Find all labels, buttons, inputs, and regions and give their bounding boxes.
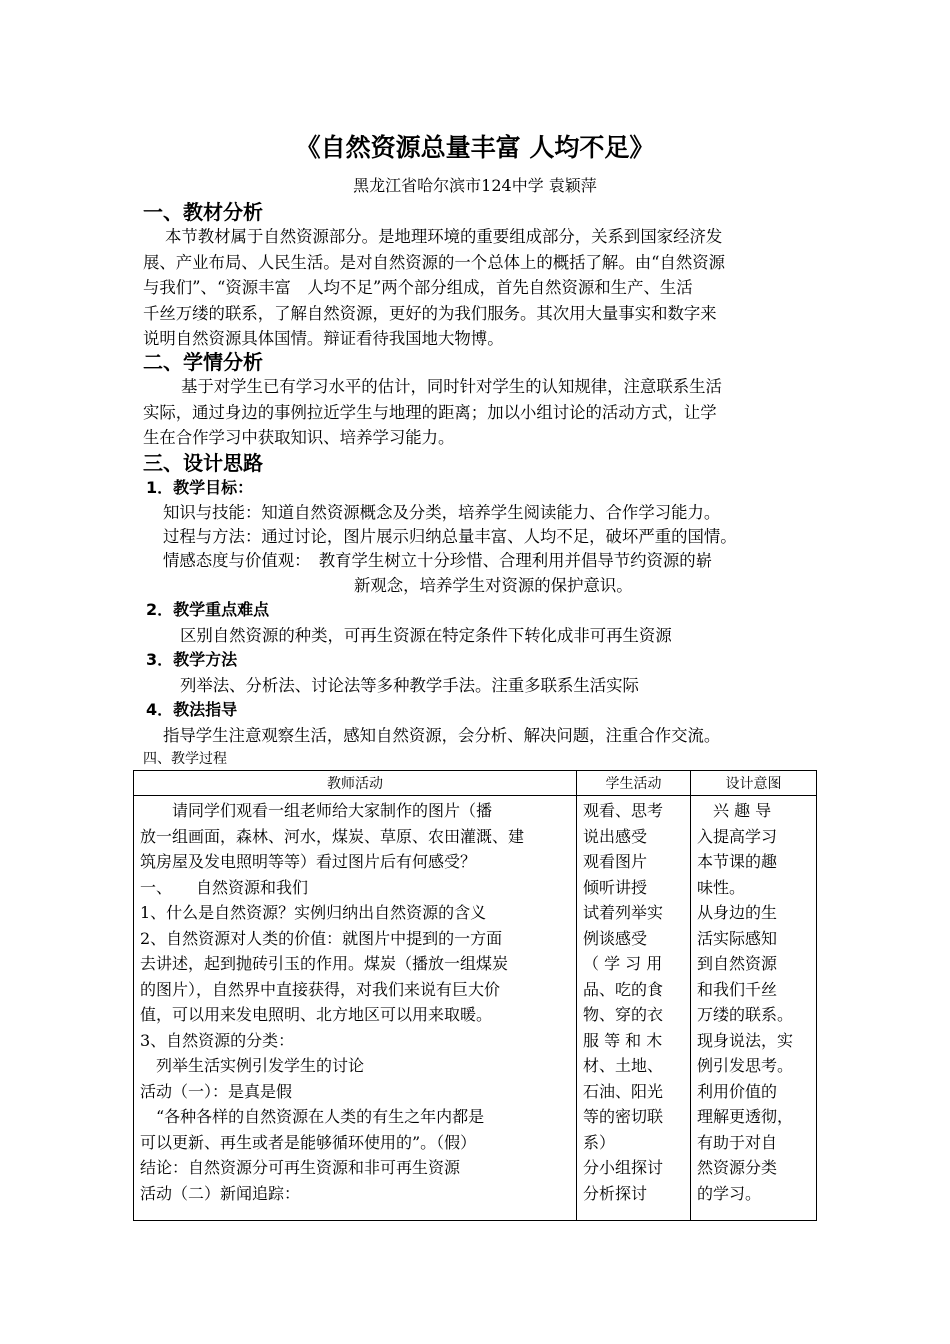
cell-line: 服 等 和 木 [583, 1030, 663, 1050]
cell-line: 例谈感受 [583, 928, 648, 948]
cell-line: 有助于对自 [697, 1132, 778, 1152]
para-line: 千丝万缕的联系，了解自然资源，更好的为我们服务。其次用大量事实和数字来 [143, 303, 717, 323]
section-heading-design-ideas: 三、设计思路 [143, 451, 263, 475]
cell-line: 倾听讲授 [583, 877, 648, 897]
goal-knowledge: 知识与技能：知道自然资源概念及分类，培养学生阅读能力、合作学习能力。 [163, 503, 721, 522]
cell-line: 材、土地、 [583, 1056, 664, 1075]
subheading-teaching-methods: 3．教学方法 [146, 650, 238, 669]
author-line: 黑龙江省哈尔滨市124中学 袁颖萍 [353, 176, 597, 195]
section1-paragraph [143, 224, 810, 352]
cell-line: 品、吃的食 [583, 979, 664, 999]
teaching-methods-text: 列举法、分析法、讨论法等多种教学手法。注重多联系生活实际 [180, 676, 639, 695]
cell-line: 味性。 [697, 877, 746, 897]
section2-paragraph [143, 374, 810, 451]
section-heading-teaching-process: 四、教学过程 [143, 751, 227, 767]
cell-line: 2、自然资源对人类的价值：就图片中提到的一方面 [140, 928, 503, 948]
header-teacher-activity: 教师活动 [134, 771, 577, 796]
cell-line: 请同学们观看一组老师给大家制作的图片（播 [140, 801, 493, 820]
subheading-method-guidance: 4．教法指导 [146, 700, 238, 719]
cell-line: 说出感受 [583, 826, 648, 846]
cell-line: 石油、阳光 [583, 1081, 664, 1101]
cell-line: 从身边的生 [697, 903, 778, 922]
para-line: 展、产业布局、人民生活。是对自然资源的一个总体上的概括了解。由“自然资源 [143, 252, 726, 272]
cell-line: 然资源分类 [697, 1158, 778, 1177]
design-intent-cell [691, 796, 817, 1221]
cell-line: 筑房屋及发电照明等等）看过图片后有何感受？ [140, 852, 477, 871]
header-design-intent: 设计意图 [691, 771, 817, 796]
cell-line: 观看、思考 [583, 801, 664, 820]
section-heading-learner-analysis: 二、学情分析 [143, 350, 263, 374]
teacher-activity-cell [134, 796, 577, 1221]
para-line: 本节教材属于自然资源部分。是地理环境的重要组成部分，关系到国家经济发 [165, 227, 723, 246]
subheading-teaching-goals: 1．教学目标： [146, 478, 254, 497]
para-line: 生在合作学习中获取知识、培养学习能力。 [143, 428, 455, 447]
cell-line: 本节课的趣 [697, 852, 778, 871]
cell-line: 可以更新、再生或者是能够循环使用的”。（假） [140, 1132, 477, 1152]
cell-line: 值，可以用来发电照明、北方地区可以用来取暖。 [140, 1005, 493, 1024]
cell-line: 现身说法，实 [697, 1030, 794, 1050]
cell-line: 一、 自然资源和我们 [140, 877, 309, 897]
goal-emotion-cont: 新观念，培养学生对资源的保护意识。 [354, 576, 633, 595]
cell-line: 活动（一）：是真是假 [140, 1081, 293, 1101]
cell-line: 3、自然资源的分类： [140, 1030, 295, 1050]
cell-line: 的图片），自然界中直接获得，对我们来说有巨大价 [140, 979, 501, 999]
subheading-key-points: 2．教学重点难点 [146, 600, 270, 619]
cell-line: 利用价值的 [697, 1081, 778, 1101]
document-title: 《自然资源总量丰富 人均不足》 [295, 133, 655, 162]
cell-line: 和我们千丝 [697, 979, 778, 999]
cell-line: 放一组画面，森林、河水，煤炭、草原、农田灌溉、建 [140, 826, 525, 846]
cell-line: 入提高学习 [697, 826, 778, 846]
cell-line: 理解更透彻， [697, 1107, 794, 1126]
cell-line: 系） [583, 1132, 616, 1152]
cell-line: 等的密切联 [583, 1107, 664, 1126]
cell-line: 试着列举实 [583, 903, 664, 922]
cell-line: “各种各样的自然资源在人类的有生之年内都是 [140, 1107, 485, 1126]
para-line: 说明自然资源具体国情。辩证看待我国地大物博。 [143, 329, 504, 348]
cell-line: 活实际感知 [697, 928, 778, 948]
cell-line: 去讲述，起到抛砖引玉的作用。煤炭（播放一组煤炭 [140, 954, 509, 973]
header-student-activity: 学生活动 [577, 771, 691, 796]
para-line: 实际，通过身边的事例拉近学生与地理的距离；加以小组讨论的活动方式，让学 [143, 402, 717, 422]
cell-line: 到自然资源 [697, 954, 778, 973]
key-points-text: 区别自然资源的种类，可再生资源在特定条件下转化成非可再生资源 [180, 626, 672, 645]
table-row [134, 796, 817, 1221]
cell-line: 观看图片 [583, 852, 648, 871]
cell-line: 结论：自然资源分可再生资源和非可再生资源 [140, 1158, 461, 1177]
cell-line: 列举生活实例引发学生的讨论 [140, 1056, 365, 1075]
cell-line: 1、什么是自然资源？实例归纳出自然资源的含义 [140, 903, 487, 922]
section-heading-textbook-analysis: 一、教材分析 [143, 200, 263, 224]
table-header-row [134, 771, 817, 796]
goal-emotion: 情感态度与价值观： 教育学生树立十分珍惜、合理利用并倡导节约资源的崭 [163, 551, 713, 570]
cell-line: 分析探讨 [583, 1183, 648, 1203]
cell-line: 的学习。 [697, 1183, 762, 1203]
para-line: 基于对学生已有学习水平的估计，同时针对学生的认知规律，注意联系生活 [181, 377, 722, 396]
student-activity-cell [577, 796, 691, 1221]
method-guidance-text: 指导学生注意观察生活，感知自然资源，会分析、解决问题，注重合作交流。 [163, 726, 721, 745]
cell-line: 物、穿的衣 [583, 1005, 664, 1024]
cell-line: 活动（二）新闻追踪： [140, 1183, 301, 1203]
teaching-process-table [133, 770, 817, 1221]
cell-line: （ 学 习 用 [583, 954, 663, 973]
cell-line: 万缕的联系。 [697, 1005, 794, 1024]
para-line: 与我们”、“资源丰富 人均不足”两个部分组成，首先自然资源和生产、生活 [143, 278, 693, 297]
cell-line: 兴 趣 导 [697, 801, 772, 820]
cell-line: 例引发思考。 [697, 1056, 794, 1075]
goal-process: 过程与方法：通过讨论，图片展示归纳总量丰富、人均不足，破坏严重的国情。 [163, 527, 737, 546]
cell-line: 分小组探讨 [583, 1158, 664, 1177]
